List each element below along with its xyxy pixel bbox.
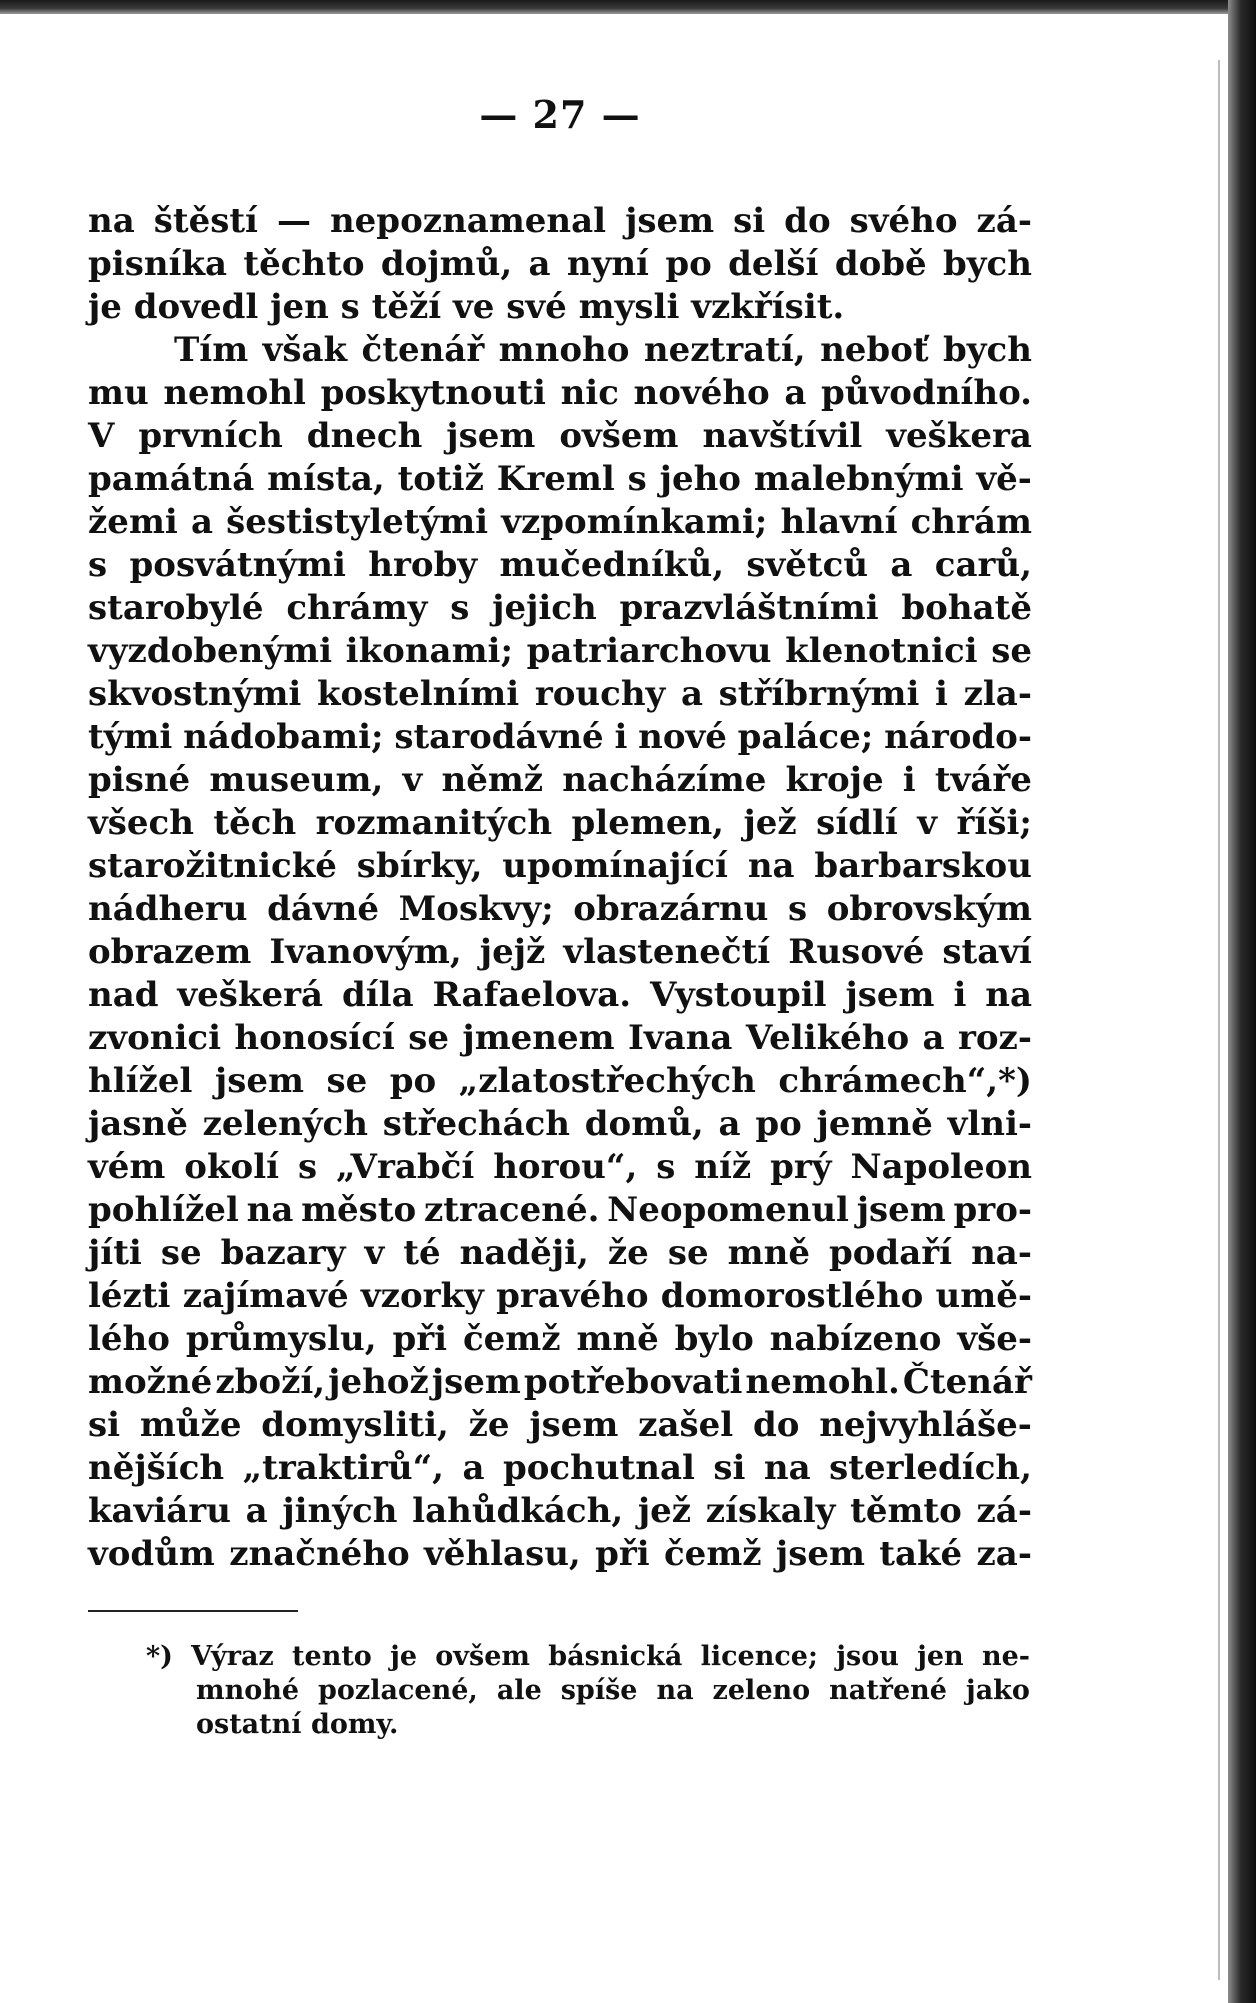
text-line: [88, 1103, 1032, 1146]
text-line: [88, 372, 1032, 415]
word: jsem: [446, 416, 536, 456]
word: starodávné: [394, 717, 604, 757]
word: staví: [942, 932, 1032, 972]
word: vlni-: [947, 1104, 1032, 1144]
word: jsem: [625, 201, 715, 241]
word: za-: [976, 1534, 1032, 1574]
word: možné: [88, 1362, 213, 1402]
word: jeho: [659, 459, 741, 499]
word: Neopomenul: [607, 1190, 849, 1230]
word: barbarskou: [814, 846, 1032, 886]
word: sterledích,: [829, 1448, 1032, 1488]
word: poskytnouti: [320, 373, 546, 413]
word: jejž: [479, 932, 546, 972]
word: zboží,: [215, 1362, 326, 1402]
word: lézti: [88, 1276, 171, 1316]
word: získaly: [705, 1491, 836, 1531]
word: na: [985, 975, 1032, 1015]
word: museum,: [209, 760, 384, 800]
word: jež: [743, 803, 797, 843]
word: vodům: [88, 1534, 215, 1574]
word: dojmů,: [380, 244, 513, 284]
text-line: [88, 415, 1032, 458]
word: natřené: [829, 1675, 947, 1706]
word: sbírky,: [356, 846, 483, 886]
word: nemohl.: [745, 1362, 900, 1402]
word: zašel: [638, 1405, 734, 1445]
word: nacházíme: [562, 760, 767, 800]
word: *): [146, 1641, 173, 1672]
word: domysliti,: [261, 1405, 449, 1445]
word: a: [190, 502, 213, 542]
word: jsem: [214, 1061, 304, 1101]
word: upomínající: [502, 846, 728, 886]
word: ve: [453, 287, 507, 327]
word: v: [364, 1233, 385, 1273]
word: tými: [88, 717, 173, 757]
word: paláce;: [737, 717, 874, 757]
word: po: [389, 1061, 437, 1101]
text-line: [88, 329, 1032, 372]
word: horou“,: [493, 1147, 638, 1187]
text-line: [88, 458, 1032, 501]
word: —: [276, 201, 311, 241]
word: mnohé: [196, 1675, 300, 1706]
word: národo-: [884, 717, 1032, 757]
word: ztracené.: [423, 1190, 600, 1230]
word: domů,: [584, 1104, 704, 1144]
word: jiných: [282, 1491, 398, 1531]
text-line: [88, 931, 1032, 974]
text-line: [88, 1318, 1032, 1361]
word: na: [747, 846, 795, 886]
word: jsem: [856, 1190, 946, 1230]
word: svého: [849, 201, 958, 241]
word: nejvyhláše-: [819, 1405, 1032, 1445]
word: vzkřísit.: [691, 287, 845, 327]
word: se: [160, 1233, 202, 1273]
word: kroje: [785, 760, 884, 800]
word: nad: [88, 975, 159, 1015]
word: zajímavé: [182, 1276, 349, 1316]
footnote: [146, 1640, 1030, 1742]
text-line: [88, 501, 1032, 544]
word: jsem: [775, 1534, 865, 1574]
word: domorostlého: [660, 1276, 924, 1316]
word: Výraz: [191, 1641, 274, 1672]
word: jsem: [845, 975, 935, 1015]
text-line: [88, 544, 1032, 587]
text-line: [88, 1361, 1032, 1404]
text-line: [88, 1017, 1032, 1060]
word: veškerá: [177, 975, 324, 1015]
word: zelených: [202, 1104, 368, 1144]
word: při: [595, 1534, 650, 1574]
word: pochutnal: [502, 1448, 695, 1488]
word: nádobami;: [183, 717, 384, 757]
text-line: [88, 587, 1032, 630]
word: dnech: [306, 416, 423, 456]
word: se: [408, 1018, 450, 1058]
word: i: [953, 975, 967, 1015]
word: je: [88, 287, 134, 327]
text-line: [88, 845, 1032, 888]
word: lahůdkách,: [412, 1491, 624, 1531]
word: značného: [229, 1534, 410, 1574]
scan-border-right: [1228, 0, 1256, 2003]
word: na-: [971, 1233, 1032, 1273]
word: němž: [441, 760, 544, 800]
word: licence;: [700, 1641, 818, 1672]
word: pisníka: [88, 244, 228, 284]
text-line: [88, 759, 1032, 802]
word: s: [627, 459, 647, 499]
word: pozlacené,: [318, 1675, 478, 1706]
text-line: [88, 802, 1032, 845]
word: a: [245, 1491, 268, 1531]
word: si: [733, 201, 766, 241]
word: se: [326, 1061, 368, 1101]
word: vzpomínkami;: [501, 502, 768, 542]
word: okolí: [184, 1147, 280, 1187]
word: s: [450, 588, 470, 628]
word: jmenem: [462, 1018, 615, 1058]
word: honosící: [234, 1018, 395, 1058]
word: té: [403, 1233, 441, 1273]
word: po: [755, 1104, 802, 1144]
word: do: [784, 201, 831, 241]
word: Rafaelova.: [432, 975, 632, 1015]
word: vě-: [976, 459, 1032, 499]
word: starožitnické: [88, 846, 337, 886]
word: a: [890, 545, 913, 585]
word: kostelními: [317, 674, 520, 714]
text-line: [88, 1404, 1032, 1447]
footnote-line: [146, 1708, 1030, 1742]
word: totiž: [397, 459, 484, 499]
word: se: [667, 1233, 709, 1273]
word: stříbrnými: [718, 674, 920, 714]
word: a: [462, 1448, 485, 1488]
word: hlavní: [780, 502, 898, 542]
word: nějších: [88, 1448, 225, 1488]
word: že: [468, 1405, 510, 1445]
word: pravého: [496, 1276, 649, 1316]
word: bazary: [220, 1233, 346, 1273]
word: chrámy: [286, 588, 428, 628]
word: chrám: [910, 502, 1032, 542]
word: jemně: [816, 1104, 933, 1144]
text-line: [88, 716, 1032, 759]
word: a: [680, 674, 703, 714]
word: nabízeno: [769, 1319, 942, 1359]
word: Čtenář: [902, 1362, 1032, 1402]
word: veškera: [886, 416, 1032, 456]
word: město: [301, 1190, 417, 1230]
word: čemž: [462, 1319, 561, 1359]
word: patriarchovu: [526, 631, 772, 671]
word: ikonami;: [345, 631, 514, 671]
word: že: [607, 1233, 649, 1273]
word: zeleno: [712, 1675, 811, 1706]
word: žemi: [88, 502, 178, 542]
word: carů,: [934, 545, 1032, 585]
word: na: [88, 201, 135, 241]
text-line: [88, 888, 1032, 931]
text-line: [88, 1189, 1032, 1232]
word: hlížel: [88, 1061, 193, 1101]
word: roz-: [957, 1018, 1032, 1058]
word: věhlasu,: [424, 1534, 581, 1574]
word: mnoho: [498, 330, 630, 370]
word: domy.: [310, 1709, 399, 1740]
word: lého: [88, 1319, 170, 1359]
text-line: [88, 200, 1032, 243]
word: a: [718, 1104, 741, 1144]
word: neboť: [820, 330, 929, 370]
word: Napoleon: [850, 1147, 1032, 1187]
word: může: [139, 1405, 242, 1445]
word: mysli: [578, 287, 692, 327]
footnote-rule: [88, 1610, 298, 1612]
word: do: [752, 1405, 800, 1445]
word: si: [713, 1448, 746, 1488]
word: s: [340, 287, 372, 327]
word: vše-: [957, 1319, 1032, 1359]
word: jejich: [492, 588, 597, 628]
word: mně: [727, 1233, 810, 1273]
word: nádheru: [88, 889, 248, 929]
word: starobylé: [88, 588, 264, 628]
word: jsem: [529, 1405, 619, 1445]
word: posvátnými: [129, 545, 346, 585]
word: bohatě: [901, 588, 1032, 628]
word: a: [784, 373, 807, 413]
word: V: [88, 416, 115, 456]
word: klenotnici: [785, 631, 978, 671]
word: ostatní: [196, 1709, 311, 1740]
word: jehož: [328, 1362, 429, 1402]
word: mně: [576, 1319, 659, 1359]
word: zá-: [976, 1491, 1032, 1531]
word: jen: [917, 1641, 964, 1672]
word: „traktirů“,: [242, 1448, 445, 1488]
word: nyní: [566, 244, 649, 284]
word: navštívil: [702, 416, 863, 456]
word: šestistyletými: [226, 502, 489, 542]
scan-inner-line: [1218, 60, 1220, 1980]
word: jsou: [836, 1641, 899, 1672]
word: chrámech“,*): [778, 1061, 1032, 1101]
word: umě-: [935, 1276, 1032, 1316]
word: říši;: [956, 803, 1032, 843]
word: Ivanovým,: [269, 932, 462, 972]
word: místa,: [267, 459, 385, 499]
word: pisné: [88, 760, 191, 800]
word: podaří: [828, 1233, 953, 1273]
word: Ivana: [628, 1018, 733, 1058]
word: těchto: [243, 244, 365, 284]
text-line: [88, 673, 1032, 716]
word: památná: [88, 459, 255, 499]
word: prazvláštními: [619, 588, 879, 628]
word: je: [390, 1641, 418, 1672]
word: vzorky: [360, 1276, 484, 1316]
word: malebnými: [753, 459, 964, 499]
text-line: [88, 1533, 1032, 1576]
word: době: [834, 244, 927, 284]
word: hroby: [368, 545, 478, 585]
word: dávné: [267, 889, 380, 929]
word: v: [917, 803, 938, 843]
word: zvonici: [88, 1018, 221, 1058]
word: a: [528, 244, 551, 284]
word: těch: [213, 803, 297, 843]
word: i: [902, 760, 916, 800]
word: bylo: [674, 1319, 754, 1359]
text-line: [88, 630, 1032, 673]
word: pohlížel: [88, 1190, 239, 1230]
word: Tím: [174, 330, 249, 370]
word: mu: [88, 373, 149, 413]
word: spíše: [560, 1675, 638, 1706]
word: ne-: [981, 1641, 1030, 1672]
word: nic: [560, 373, 619, 413]
text-line: [88, 1447, 1032, 1490]
word: v: [402, 760, 423, 800]
word: neztratí,: [643, 330, 806, 370]
word: skvostnými: [88, 674, 302, 714]
word: dovedl: [133, 287, 271, 327]
word: básnická: [548, 1641, 683, 1672]
word: obrazárnu: [573, 889, 769, 929]
word: nemohl: [163, 373, 306, 413]
word: Rusové: [788, 932, 925, 972]
word: vyzdobenými: [88, 631, 333, 671]
scan-border-top: [0, 0, 1256, 14]
word: díla: [341, 975, 414, 1015]
word: Velikého: [745, 1018, 910, 1058]
word: „zlatostřechých: [458, 1061, 756, 1101]
text-line: [88, 974, 1032, 1017]
word: s: [656, 1147, 676, 1187]
text-line: [88, 1060, 1032, 1103]
word: štěstí: [153, 201, 258, 241]
word: jen: [270, 287, 341, 327]
word: potřebovati: [523, 1362, 743, 1402]
word: nepoznamenal: [329, 201, 607, 241]
word: Vystoupil: [649, 975, 827, 1015]
word: na: [656, 1675, 694, 1706]
word: bych: [943, 330, 1032, 370]
word: zá-: [976, 201, 1032, 241]
body-text: [88, 200, 1032, 1576]
word: obrovským: [826, 889, 1032, 929]
word: své: [506, 287, 579, 327]
word: také: [879, 1534, 963, 1574]
word: mučedníků,: [499, 545, 725, 585]
word: sídlí: [816, 803, 898, 843]
text-line: [88, 1146, 1032, 1189]
word: „Vrabčí: [336, 1147, 475, 1187]
word: delší: [728, 244, 819, 284]
word: vlastenečtí: [563, 932, 771, 972]
word: s: [787, 889, 808, 929]
word: čemž: [663, 1534, 762, 1574]
word: s: [88, 545, 108, 585]
text-line: [88, 1232, 1032, 1275]
word: níž: [694, 1147, 752, 1187]
word: těmto: [850, 1491, 962, 1531]
page-number: — 27 —: [479, 92, 641, 137]
word: s: [297, 1147, 318, 1187]
word: střechách: [382, 1104, 571, 1144]
text-line: [88, 243, 1032, 286]
word: Moskvy;: [398, 889, 554, 929]
word: si: [88, 1405, 121, 1445]
word: průmyslu,: [185, 1319, 377, 1359]
text-line: [88, 1275, 1032, 1318]
word: prvních: [138, 416, 283, 456]
word: světců: [746, 545, 869, 585]
text-line: [88, 286, 1032, 329]
text-line: [88, 1490, 1032, 1533]
word: nové: [638, 717, 727, 757]
word: nového: [633, 373, 770, 413]
word: zla-: [963, 674, 1032, 714]
word: však: [262, 330, 348, 370]
word: i: [935, 674, 948, 714]
word: tento: [292, 1641, 372, 1672]
word: při: [392, 1319, 448, 1359]
word: vém: [88, 1147, 166, 1187]
word: všech: [88, 803, 194, 843]
word: tváře: [934, 760, 1032, 800]
word: Kreml: [496, 459, 615, 499]
word: ale: [496, 1675, 542, 1706]
word: na: [763, 1448, 811, 1488]
word: ovšem: [559, 416, 679, 456]
footnote-line: [146, 1640, 1030, 1674]
word: ovšem: [435, 1641, 530, 1672]
word: pro-: [953, 1190, 1032, 1230]
word: po: [665, 244, 712, 284]
word: původního.: [821, 373, 1032, 413]
word: naději,: [459, 1233, 589, 1273]
word: jíti: [88, 1233, 142, 1273]
word: kaviáru: [88, 1491, 231, 1531]
word: jsem: [431, 1362, 521, 1402]
word: rouchy: [534, 674, 666, 714]
word: jako: [965, 1675, 1030, 1706]
word: i: [614, 717, 628, 757]
word: obrazem: [88, 932, 252, 972]
word: a: [922, 1018, 945, 1058]
word: jasně: [88, 1104, 188, 1144]
footnote-line: [146, 1674, 1030, 1708]
word: na: [246, 1190, 294, 1230]
word: těží: [371, 287, 454, 327]
word: plemen,: [571, 803, 725, 843]
word: bych: [943, 244, 1032, 284]
word: prý: [770, 1147, 832, 1187]
word: se: [991, 631, 1032, 671]
word: rozmanitých: [315, 803, 553, 843]
word: čtenář: [361, 330, 485, 370]
word: jež: [637, 1491, 692, 1531]
